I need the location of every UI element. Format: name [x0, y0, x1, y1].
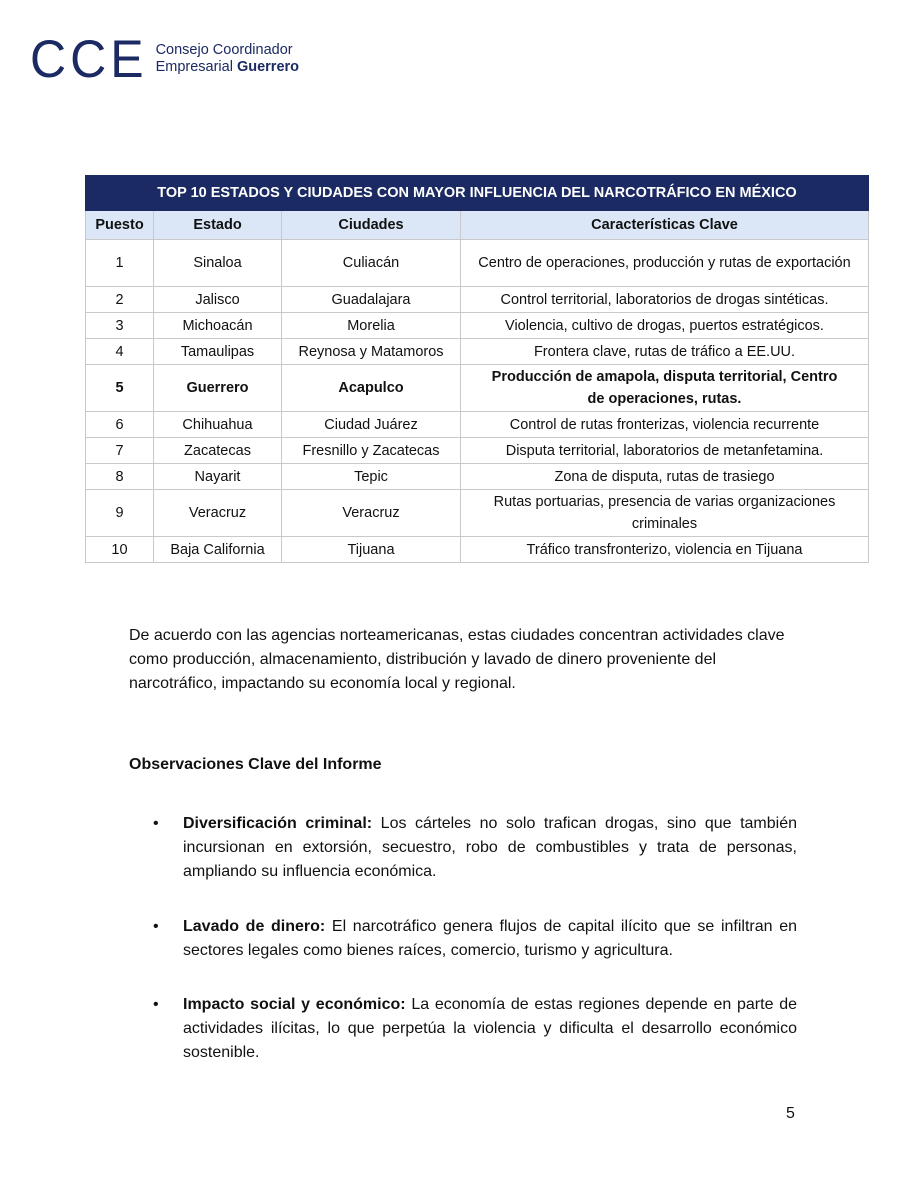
cell-caracteristicas: Frontera clave, rutas de tráfico a EE.UU.	[461, 339, 869, 365]
table-title: TOP 10 ESTADOS Y CIUDADES CON MAYOR INFLUENCIA DEL NARCOTRÁFICO EN MÉXICO	[86, 176, 869, 211]
cell-puesto: 1	[86, 240, 154, 287]
bullet-item	[129, 812, 797, 884]
cell-estado: Guerrero	[154, 365, 282, 412]
organization-name	[156, 42, 299, 76]
bullet-text: Lavado de dinero: El narcotráfico genera flujos de capital ilícito que se infiltran en sectores legales como bienes raíces, comercio, turismo y agricultura.	[183, 918, 797, 959]
cell-estado: Jalisco	[154, 287, 282, 313]
table-header-row	[86, 211, 869, 240]
cell-puesto: 6	[86, 412, 154, 438]
cell-caracteristicas: Violencia, cultivo de drogas, puertos estratégicos.	[461, 313, 869, 339]
cell-estado: Tamaulipas	[154, 339, 282, 365]
cell-puesto: 10	[86, 537, 154, 563]
bullet-item	[129, 993, 797, 1065]
table-row	[86, 240, 869, 287]
org-line-2: Empresarial Guerrero	[155, 59, 300, 75]
table-row	[86, 287, 869, 313]
cell-ciudades: Tijuana	[282, 537, 461, 563]
header-ciudades: Ciudades	[282, 211, 461, 240]
cell-estado: Baja California	[154, 537, 282, 563]
table-title-row	[86, 176, 869, 211]
table-row	[86, 412, 869, 438]
cell-caracteristicas: Control de rutas fronterizas, violencia recurrente	[461, 412, 869, 438]
table-row	[86, 339, 869, 365]
header-puesto: Puesto	[86, 211, 154, 240]
bullet-label: Lavado de dinero:	[183, 918, 326, 935]
page-number: 5	[786, 1105, 795, 1122]
header-estado: Estado	[154, 211, 282, 240]
cell-puesto: 8	[86, 464, 154, 490]
cell-puesto: 9	[86, 490, 154, 537]
cell-estado: Nayarit	[154, 464, 282, 490]
table-row	[86, 464, 869, 490]
cell-caracteristicas: Producción de amapola, disputa territorial, Centro de operaciones, rutas.	[461, 365, 869, 412]
cell-ciudades: Acapulco	[282, 365, 461, 412]
cell-estado: Veracruz	[154, 490, 282, 537]
cell-caracteristicas: Tráfico transfronterizo, violencia en Tijuana	[461, 537, 869, 563]
cell-ciudades: Morelia	[282, 313, 461, 339]
table-row-highlighted	[86, 365, 869, 412]
cell-estado: Michoacán	[154, 313, 282, 339]
intro-paragraph: De acuerdo con las agencias norteamericanas, estas ciudades concentran actividades clave como producción, almacenamiento, distribución y lavado de dinero proveniente del narcotráfico, impactando su economía local y regional.	[129, 627, 785, 692]
cell-estado: Zacatecas	[154, 438, 282, 464]
cell-ciudades: Guadalajara	[282, 287, 461, 313]
header-caracteristicas: Características Clave	[461, 211, 869, 240]
section-heading: Observaciones Clave del Informe	[129, 756, 382, 773]
table-row	[86, 313, 869, 339]
cell-estado: Chihuahua	[154, 412, 282, 438]
bullet-marker: •	[153, 996, 159, 1013]
cell-puesto: 4	[86, 339, 154, 365]
cell-ciudades: Fresnillo y Zacatecas	[282, 438, 461, 464]
cell-ciudades: Veracruz	[282, 490, 461, 537]
bullet-marker: •	[153, 815, 159, 832]
cell-caracteristicas: Zona de disputa, rutas de trasiego	[461, 464, 869, 490]
page-header	[30, 29, 300, 89]
cell-puesto: 3	[86, 313, 154, 339]
narco-influence-table	[85, 175, 869, 563]
bullet-text: Impacto social y económico: La economía de estas regiones depende en parte de actividades ilícitas, lo que perpetúa la violencia y dificulta el desarrollo económico sostenible.	[183, 996, 797, 1061]
cell-ciudades: Reynosa y Matamoros	[282, 339, 461, 365]
bullet-text: Diversificación criminal: Los cárteles no solo trafican drogas, sino que también incursionan en extorsión, secuestro, robo de combustibles y trata de personas, ampliando su influencia económica.	[183, 815, 797, 880]
table-row	[86, 537, 869, 563]
cell-caracteristicas: Disputa territorial, laboratorios de metanfetamina.	[461, 438, 869, 464]
cell-ciudades: Culiacán	[282, 240, 461, 287]
cell-puesto: 7	[86, 438, 154, 464]
cell-puesto: 2	[86, 287, 154, 313]
bullet-item	[129, 915, 797, 963]
bullet-label: Impacto social y económico:	[183, 996, 406, 1013]
bullet-marker: •	[153, 918, 159, 935]
cell-caracteristicas: Control territorial, laboratorios de drogas sintéticas.	[461, 287, 869, 313]
cce-logo: CCE	[30, 29, 148, 89]
bullet-label: Diversificación criminal:	[183, 815, 373, 832]
cell-caracteristicas: Centro de operaciones, producción y rutas de exportación	[461, 240, 869, 287]
cell-puesto: 5	[86, 365, 154, 412]
cell-caracteristicas: Rutas portuarias, presencia de varias organizaciones criminales	[461, 490, 869, 537]
table-row	[86, 438, 869, 464]
cell-estado: Sinaloa	[154, 240, 282, 287]
table-row	[86, 490, 869, 537]
cell-ciudades: Ciudad Juárez	[282, 412, 461, 438]
cell-ciudades: Tepic	[282, 464, 461, 490]
org-line-1: Consejo Coordinador	[155, 42, 293, 58]
